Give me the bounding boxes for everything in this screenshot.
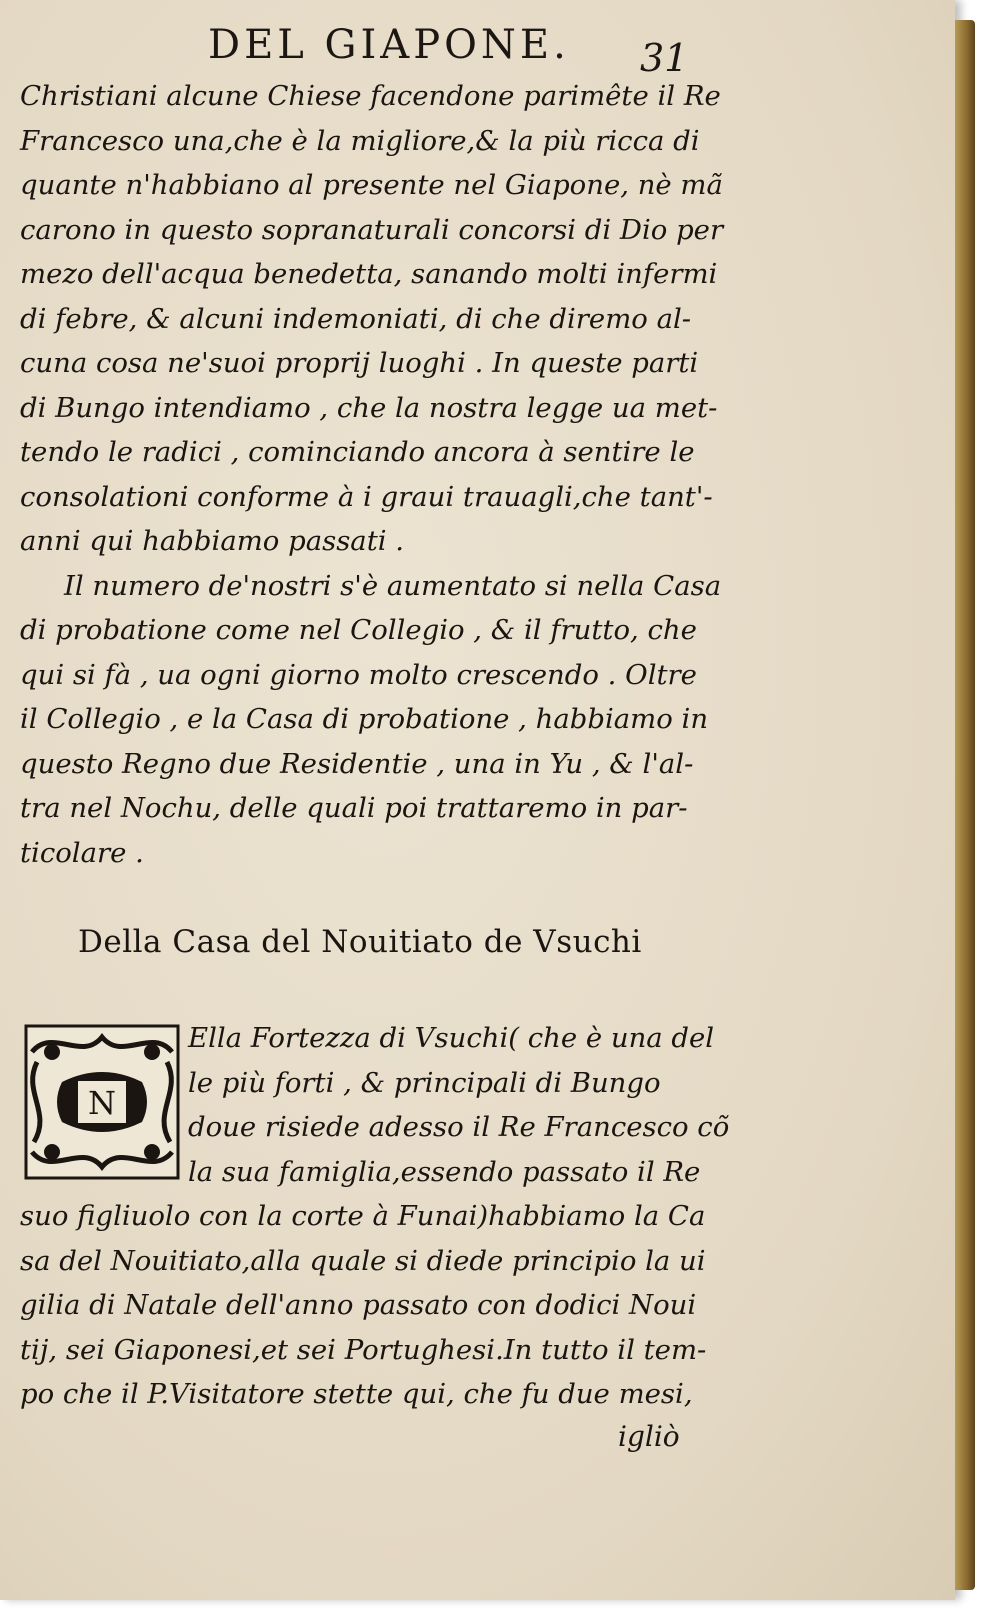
text-line: cuna cosa ne'suoi proprij luoghi . In queste parti xyxy=(20,347,699,379)
text-line: di Bungo intendiamo , che la nostra legge ua met- xyxy=(20,391,718,424)
text-line: tra nel Nochu, delle quali poi trattaremo in par- xyxy=(20,792,688,824)
text-line: tij, sei Giaponesi,et sei Portughesi.In tutto il tem- xyxy=(20,1333,707,1366)
text-line: suo figliuolo con la corte à Funai)habbiamo la Ca xyxy=(20,1200,706,1232)
section-heading: Della Casa del Nouitiato de Vsuchi xyxy=(78,924,642,960)
decorated-initial-icon xyxy=(22,1022,182,1182)
page-edge xyxy=(955,20,975,1590)
page-number: 31 xyxy=(640,36,689,80)
text-line: di febre, & alcuni indemoniati, di che diremo al- xyxy=(20,302,692,335)
text-line: ticolare . xyxy=(20,836,144,869)
text-line: po che il P.Visitatore stette qui, che fu due mesi, xyxy=(20,1378,693,1410)
text-line: gilia di Natale dell'anno passato con dodici Noui xyxy=(20,1289,697,1321)
body-text-bottom xyxy=(20,1194,760,1417)
text-line: qui si fà , ua ogni giorno molto crescendo . Oltre xyxy=(20,658,697,691)
text-line: Il numero de'nostri s'è aumentato si nella Casa xyxy=(64,569,722,602)
text-line: Christiani alcune Chiese facendone parimête il Re xyxy=(20,80,721,112)
catchword: igliò xyxy=(618,1420,680,1453)
text-line: la sua famiglia,essendo passato il Re xyxy=(188,1155,701,1188)
text-line: Ella Fortezza di Vsuchi( che è una del xyxy=(188,1022,715,1054)
text-line: sa del Nouitiato,alla quale si diede principio la ui xyxy=(20,1244,706,1277)
text-line: tendo le radici , cominciando ancora à sentire le xyxy=(20,436,695,468)
running-head: DEL GIAPONE. xyxy=(208,22,570,68)
text-line: doue risiede adesso il Re Francesco cõ xyxy=(188,1111,730,1143)
text-line: quante n'habbiano al presente nel Giapone, nè mã xyxy=(20,169,723,201)
text-line: questo Regno due Residentie , una in Yu , & l'al- xyxy=(20,747,694,780)
text-line: carono in questo sopranaturali concorsi di Dio per xyxy=(20,213,724,246)
text-line: consolationi conforme à i graui trauagli,che tant'- xyxy=(20,480,713,513)
text-line: mezo dell'acqua benedetta, sanando molti infermi xyxy=(20,258,718,290)
text-line: Francesco una,che è la migliore,& la più ricca di xyxy=(20,124,700,157)
body-text-top xyxy=(20,74,740,875)
text-line: di probatione come nel Collegio , & il frutto, che xyxy=(20,614,697,646)
text-line: anni qui habbiamo passati . xyxy=(20,525,405,557)
text-line: il Collegio , e la Casa di probatione , habbiamo in xyxy=(20,703,709,735)
initial-letter: N xyxy=(88,1084,116,1122)
body-text-beside-initial xyxy=(188,1016,748,1194)
text-line: le più forti , & principali di Bungo xyxy=(188,1066,661,1099)
